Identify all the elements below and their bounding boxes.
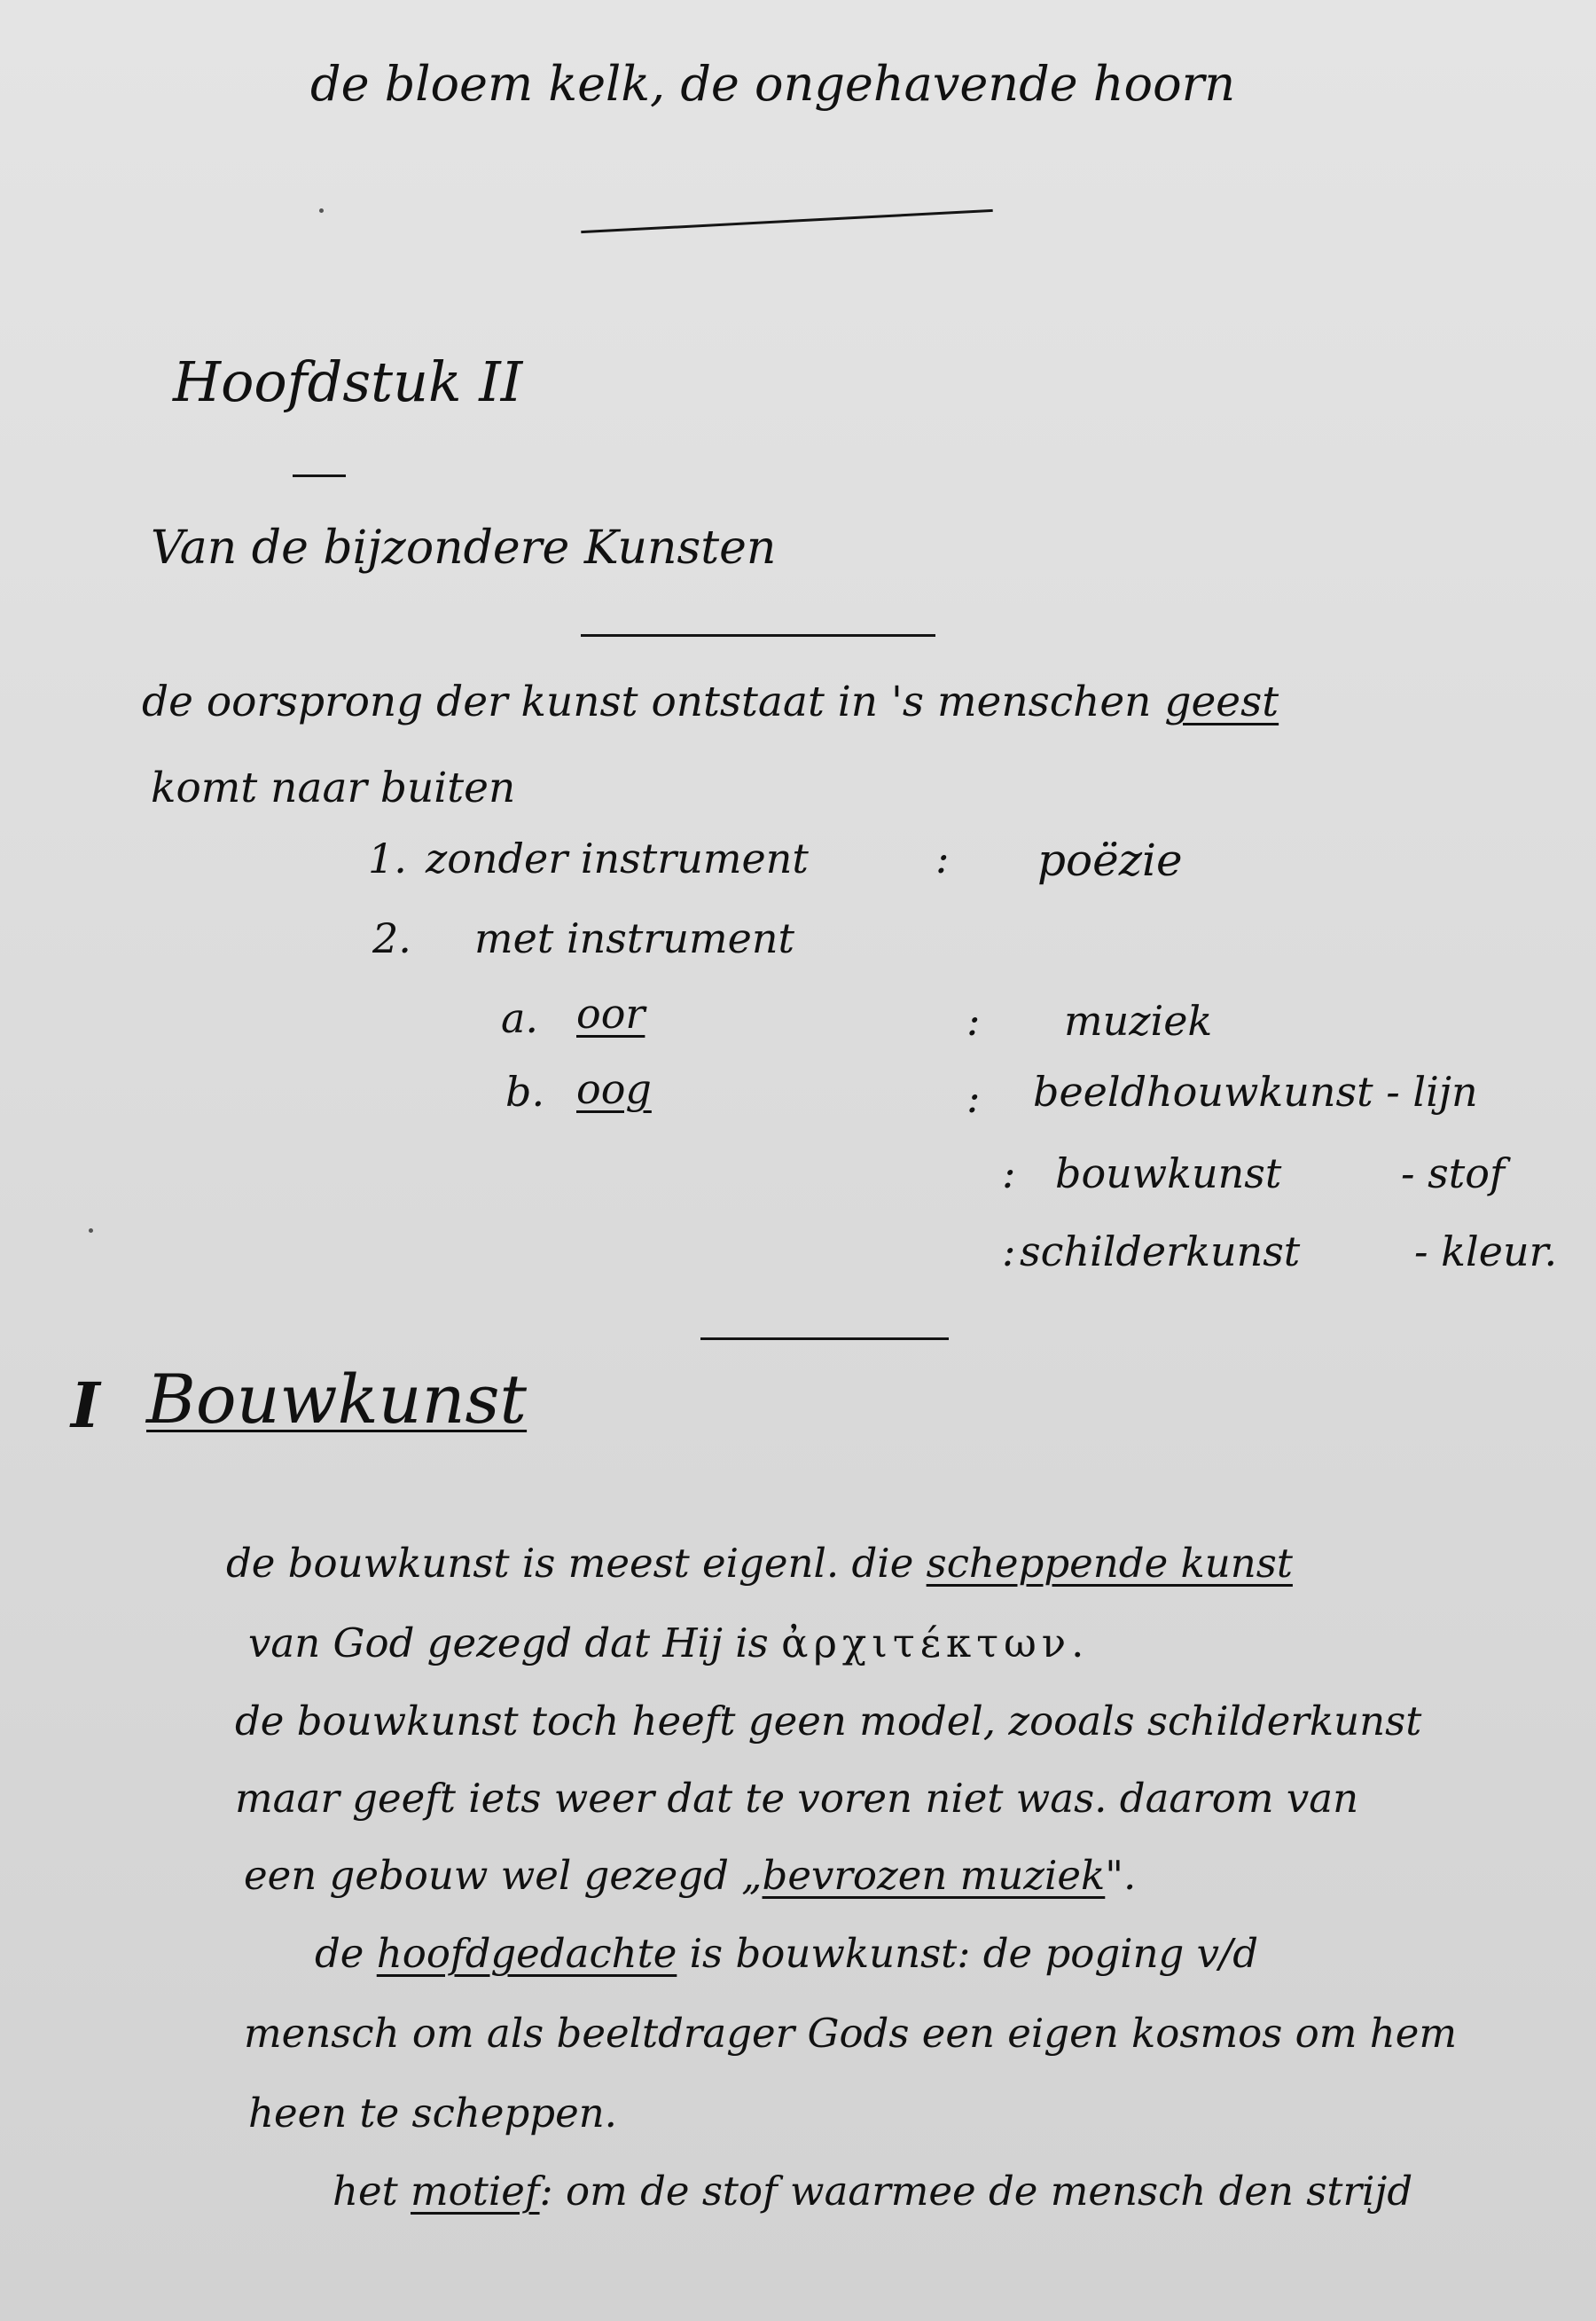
body-line-6-post: is bouwkunst: de poging v/d: [677, 1930, 1259, 1977]
body-line-6-underlined: hoofdgedachte: [376, 1930, 677, 1977]
body-line-6-pre: de: [315, 1930, 377, 1977]
body-line-2: [248, 1619, 1090, 1666]
continuation-2-sep: :: [1002, 1227, 1016, 1275]
continuation-2-material: - kleur.: [1414, 1227, 1558, 1275]
body-line-6: [315, 1930, 1259, 1977]
section-numeral: I: [71, 1368, 100, 1442]
subitem-a-sep: :: [966, 997, 981, 1045]
body-line-2-pre: van God gezegd dat Hij is: [248, 1619, 782, 1666]
intro-line-2: komt naar buiten: [151, 764, 516, 812]
body-line-2-post: ἀρχιτέκτων.: [781, 1619, 1090, 1666]
subitem-b-art: beeldhouwkunst - lijn: [1033, 1068, 1478, 1116]
subitem-b-label: oog: [576, 1065, 652, 1113]
intro-underlined-word: geest: [1164, 678, 1279, 726]
body-line-8: [248, 2090, 617, 2137]
body-line-1: [226, 1540, 1293, 1587]
body-line-9-post: : om de stof waarmee de mensch den strijd: [539, 2168, 1413, 2215]
divider-top: [581, 209, 993, 233]
speck: [89, 1228, 93, 1233]
class-item-1-art: poëzie: [1037, 835, 1183, 886]
body-line-5-underlined: bevrozen muziek: [762, 1852, 1106, 1899]
divider-middle: [581, 634, 935, 637]
subitem-a-art: muziek: [1064, 997, 1213, 1045]
intro-line-1: [142, 678, 1279, 726]
body-line-4: [235, 1775, 1359, 1822]
body-line-8-pre: heen te scheppen.: [248, 2090, 617, 2137]
continuation-1-sep: :: [1002, 1149, 1016, 1197]
body-line-5-pre: een gebouw wel gezegd „: [244, 1852, 763, 1899]
subitem-b-sep: :: [966, 1074, 981, 1122]
subitem-b-letter: b.: [505, 1068, 545, 1116]
chapter-subtitle: Van de bijzondere Kunsten: [151, 521, 777, 575]
intro-line-1-text: de oorsprong der kunst ontstaat in 's menschen: [142, 678, 1165, 726]
divider-short: [293, 474, 346, 477]
section-title: Bouwkunst: [146, 1360, 528, 1439]
continuation-2-art: schilderkunst: [1020, 1227, 1301, 1275]
chapter-heading: Hoofdstuk II: [173, 349, 523, 414]
speck: [319, 208, 324, 213]
body-line-9-underlined: motief: [411, 2168, 540, 2215]
subitem-a-letter: a.: [501, 994, 539, 1042]
body-line-3: [235, 1698, 1422, 1745]
header-line: de bloem kelk, de ongehavende hoorn: [310, 56, 1236, 112]
body-line-4-pre: maar geeft iets weer dat te voren niet was. daarom van: [235, 1775, 1359, 1822]
body-line-9-pre: het: [332, 2168, 411, 2215]
subitem-a-label: oor: [576, 990, 645, 1038]
class-item-2-number: 2.: [372, 914, 411, 962]
body-line-5: [244, 1852, 1137, 1899]
body-line-3-pre: de bouwkunst toch heeft geen model, zooals schilderkunst: [235, 1698, 1422, 1745]
class-item-2-label: met instrument: [474, 914, 794, 962]
body-line-9: [332, 2168, 1413, 2215]
body-line-1-underlined: scheppende kunst: [926, 1540, 1293, 1587]
body-line-1-pre: de bouwkunst is meest eigenl. die: [226, 1540, 927, 1587]
divider-lower: [700, 1337, 949, 1340]
body-line-7-pre: mensch om als beeltdrager Gods een eigen kosmos om hem: [244, 2010, 1457, 2057]
class-item-1-label: zonder instrument: [426, 835, 809, 882]
body-line-7: [244, 2010, 1457, 2057]
body-line-5-post: ".: [1105, 1852, 1137, 1899]
class-item-1-sep: :: [935, 835, 950, 882]
continuation-1-art: bouwkunst: [1055, 1149, 1282, 1197]
class-item-1-number: 1.: [368, 835, 407, 882]
continuation-1-material: - stof: [1401, 1149, 1505, 1197]
